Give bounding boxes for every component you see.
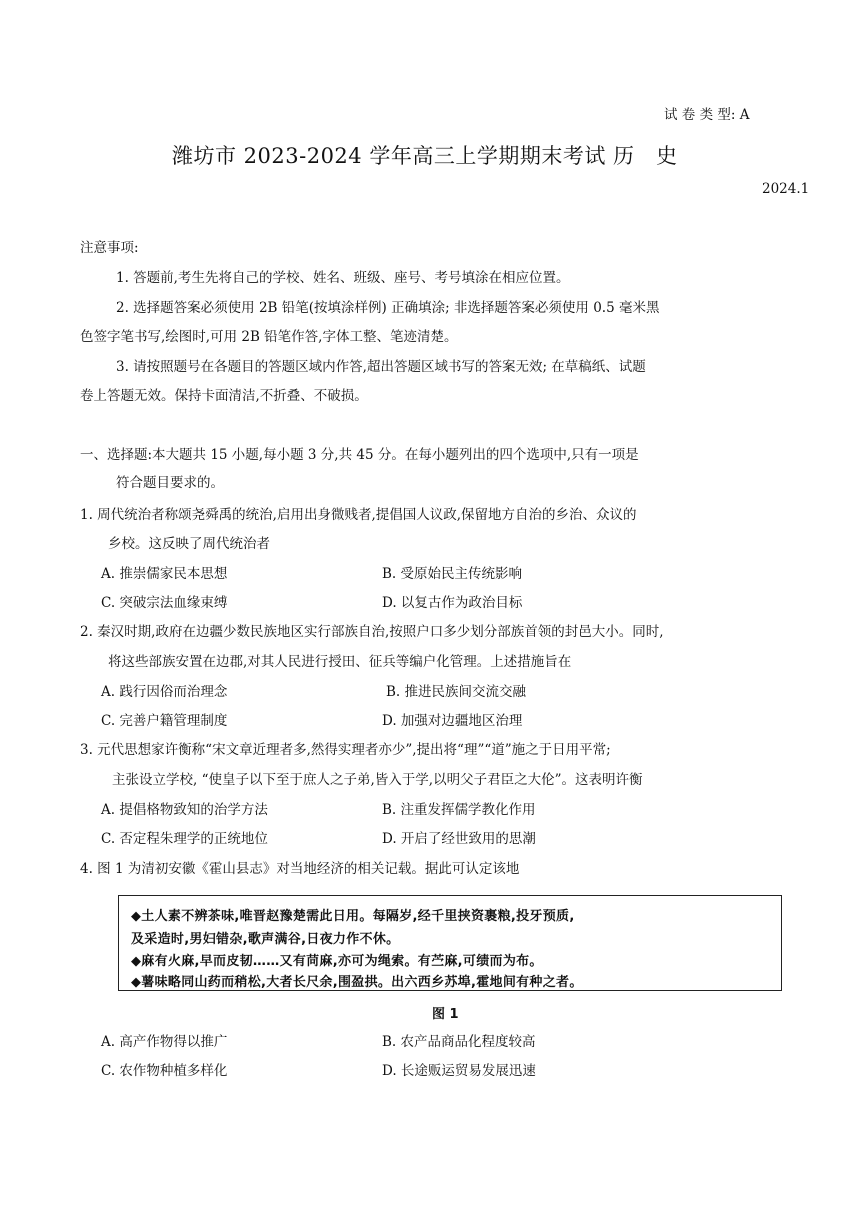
figure-1-line1: ◆土人素不辨茶味,唯晋赵豫楚需此日用。每隔岁,经千里挟资裹粮,投牙预质, bbox=[131, 909, 575, 924]
question-2-option-d: D. 加强对边疆地区治理 bbox=[382, 713, 523, 729]
note-item-2-line1: 2. 选择题答案必须使用 2B 铅笔(按填涂样例) 正确填涂; 非选择题答案必须使用 0.5 毫米黑 bbox=[116, 300, 660, 316]
question-3-stem-line2: 主张设立学校, “使皇子以下至于庶人之子弟,皆入于学,以明父子君臣之大伦”。这表明许衡 bbox=[112, 772, 643, 788]
question-1-stem-line1: 1. 周代统治者称颂尧舜禹的统治,启用出身微贱者,提倡国人议政,保留地方自治的乡治、众议的 bbox=[80, 507, 637, 523]
figure-1-line4: ◆薯味略同山药而稍松,大者长尺余,围盈拱。出六西乡苏埠,霍地间有种之者。 bbox=[131, 975, 583, 990]
question-1-option-a: A. 推崇儒家民本思想 bbox=[101, 566, 228, 582]
figure-1-caption: 图 1 bbox=[432, 1007, 459, 1022]
note-item-3-line2: 卷上答题无效。保持卡面清洁,不折叠、不破损。 bbox=[80, 388, 368, 404]
question-3-option-b: B. 注重发挥儒学教化作用 bbox=[382, 802, 536, 818]
question-3-stem-line1: 3. 元代思想家许衡称“宋文章近理者多,然得实理者亦少”,提出将“理”“道”施之于日用平常; bbox=[80, 742, 611, 758]
question-3-option-a: A. 提倡格物致知的治学方法 bbox=[101, 802, 268, 818]
question-1-option-b: B. 受原始民主传统影响 bbox=[382, 566, 523, 582]
question-4-option-c: C. 农作物种植多样化 bbox=[101, 1063, 228, 1079]
section-heading-line1: 一、选择题:本大题共 15 小题,每小题 3 分,共 45 分。在每小题列出的四个选项中,只有一项是 bbox=[80, 447, 639, 463]
question-1-stem-line2: 乡校。这反映了周代统治者 bbox=[108, 536, 270, 552]
figure-1-box bbox=[118, 895, 782, 991]
question-2-stem-line2: 将这些部族安置在边郡,对其人民进行授田、征兵等编户化管理。上述措施旨在 bbox=[108, 654, 572, 670]
note-item-2-line2: 色签字笔书写,绘图时,可用 2B 铅笔作答,字体工整、笔迹清楚。 bbox=[80, 329, 458, 345]
question-2-option-a: A. 践行因俗而治理念 bbox=[101, 684, 228, 700]
question-3-option-d: D. 开启了经世致用的思潮 bbox=[382, 831, 536, 847]
page-title: 潍坊市 2023-2024 学年高三上学期期末考试 历 史 bbox=[172, 144, 678, 168]
question-4-option-a: A. 高产作物得以推广 bbox=[101, 1034, 228, 1050]
section-heading-line2: 符合题目要求的。 bbox=[116, 475, 224, 491]
note-item-3-line1: 3. 请按照题号在各题目的答题区域内作答,超出答题区域书写的答案无效; 在草稿纸、试题 bbox=[116, 359, 646, 375]
question-1-option-c: C. 突破宗法血缘束缚 bbox=[101, 595, 228, 611]
exam-date: 2024.1 bbox=[762, 181, 810, 197]
question-1-option-d: D. 以复古作为政治目标 bbox=[382, 595, 523, 611]
question-3-option-c: C. 否定程朱理学的正统地位 bbox=[101, 831, 268, 847]
paper-type: 试 卷 类 型: A bbox=[664, 107, 750, 123]
question-2-option-c: C. 完善户籍管理制度 bbox=[101, 713, 228, 729]
question-2-stem-line1: 2. 秦汉时期,政府在边疆少数民族地区实行部族自治,按照户口多少划分部族首领的封邑大小。同时, bbox=[80, 624, 664, 640]
note-item-1: 1. 答题前,考生先将自己的学校、姓名、班级、座号、考号填涂在相应位置。 bbox=[116, 270, 570, 286]
figure-1-line2: 及采造时,男妇错杂,歌声满谷,日夜力作不休。 bbox=[131, 932, 400, 947]
question-4-option-b: B. 农产品商品化程度较高 bbox=[382, 1034, 536, 1050]
question-2-option-b: B. 推进民族间交流交融 bbox=[386, 684, 527, 700]
question-4-option-d: D. 长途贩运贸易发展迅速 bbox=[382, 1063, 536, 1079]
notes-heading: 注意事项: bbox=[80, 240, 139, 256]
figure-1-line3: ◆麻有火麻,早而皮韧……又有苘麻,亦可为绳索。有苎麻,可绩而为布。 bbox=[131, 954, 543, 969]
question-4-stem: 4. 图 1 为清初安徽《霍山县志》对当地经济的相关记载。据此可认定该地 bbox=[80, 861, 520, 877]
